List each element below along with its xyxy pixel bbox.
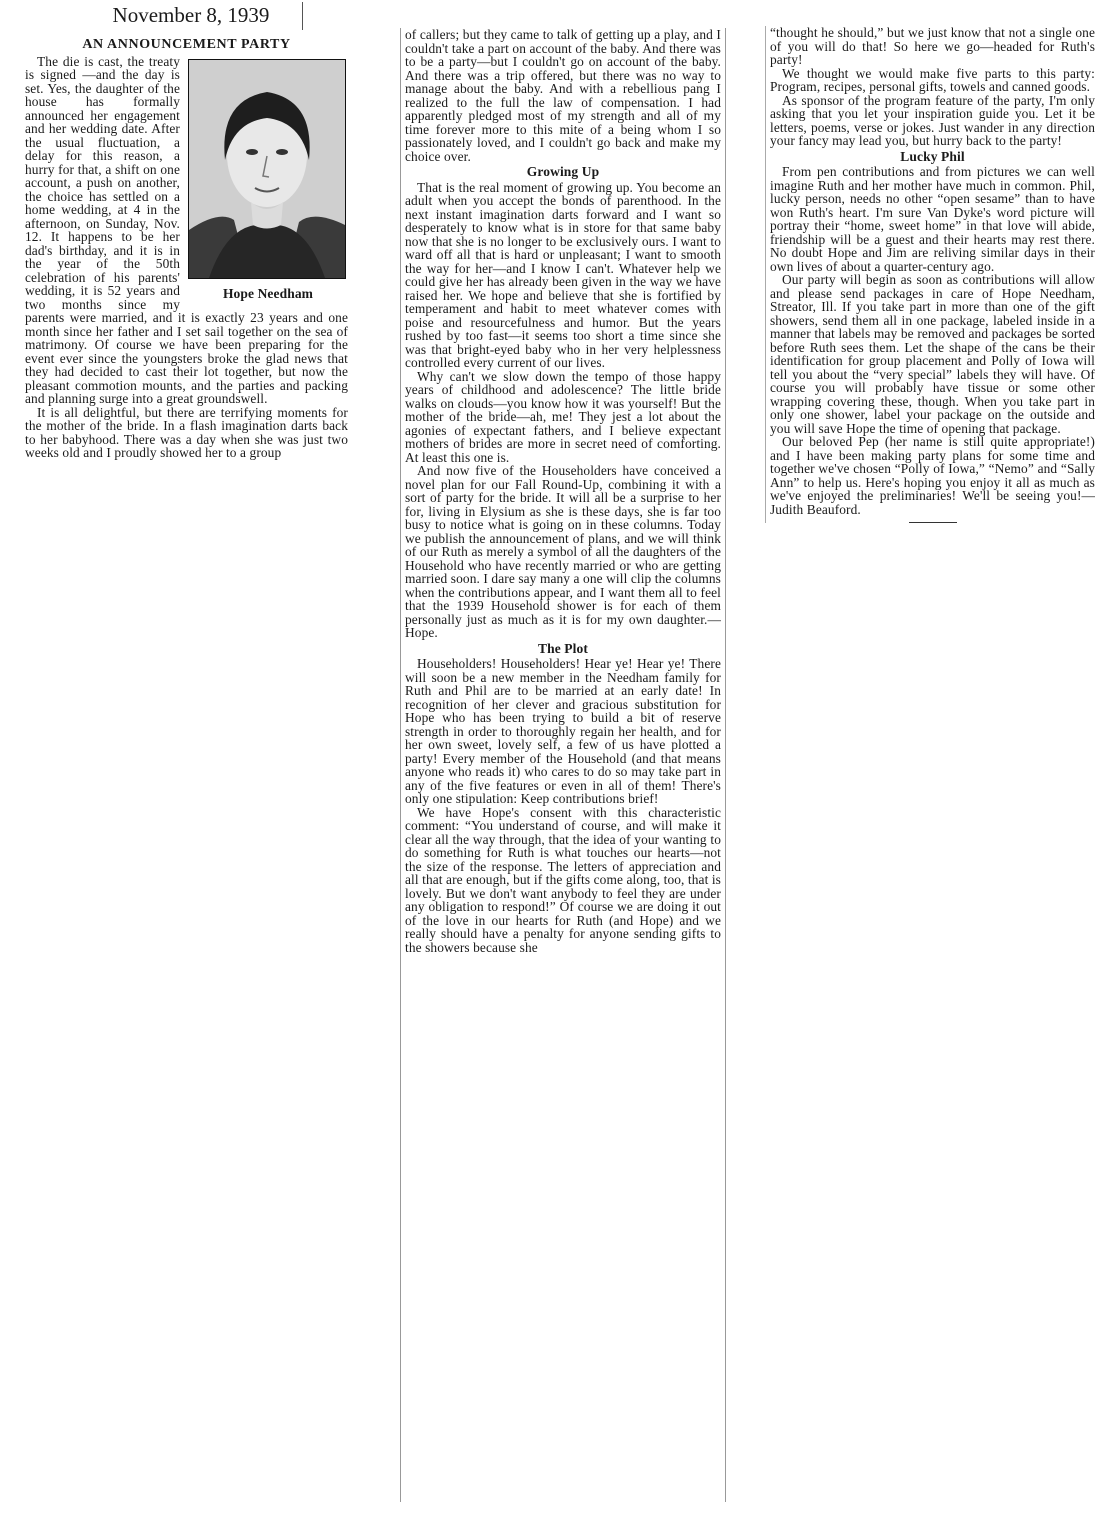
body-paragraph: That is the real moment of growing up. You become an adult when you accept the bonds of parenthood. In the next instant imagination darts forward and I want so desperately to know what is in store for that same baby now that she is no longer to be exclusively ours. I want to ward off all that is hard or unpleasant; I want to smooth the way for her—and I know I can't. Whatever help we could give her has already been given in the way we have raised her. We hope and believe that she is fortified by temperament and habit to meet whatever comes with poise and resourcefulness and humor. But the years rushed by too fast—it seems too short a time since she was that bright-eyed baby who in her very helplessness controlled every current of our lives. xyxy=(405,179,721,370)
body-paragraph: of callers; but they came to talk of getting up a play, and I couldn't take a part on account of the baby. And there was to be a party—but I couldn't go on account of the baby. And there was a trip offered, but there was no way to manage about the baby. And with a rebellious pang I realized to the full the law of compensation. I had apparently pledged most of my strength and all of my time forever more to this mite of a being whom I so passionately loved, and I couldn't go back and make my choice over. xyxy=(405,27,721,164)
subhead-the-plot: The Plot xyxy=(538,640,588,656)
end-rule xyxy=(909,522,957,523)
portrait-photo xyxy=(188,59,348,301)
article-column-1 xyxy=(25,38,348,460)
body-paragraph: From pen contributions and from pictures we can well imagine Ruth and her mother have much in common. Phil, lucky person, needs no other “open sesame” than to have won Ruth's heart. I'm sure Van Dyke's word picture will portray their “home, sweet home” in that love will abide, friendship will be a guest and their hearts may rest there. No doubt Hope and Jim are reliving similar days in their own lives of about a quarter-century ago. xyxy=(770,164,1095,274)
portrait-image xyxy=(188,59,346,279)
article-column-2 xyxy=(400,28,726,1502)
portrait-illustration xyxy=(189,60,345,278)
body-paragraph: It is all delightful, but there are terrifying moments for the mother of the bride. In a flash imagination darts back to her babyhood. There was a day when she was just two weeks old and I proudly showed her to a group xyxy=(25,404,348,460)
dateline: November 8, 1939 xyxy=(80,2,303,30)
photo-caption: Hope Needham xyxy=(222,285,314,301)
body-paragraph: Our party will begin as soon as contributions will allow and please send packages in care of Hope Needham, Streator, Ill. If you take part in more than one of the gift showers, send them all in one package, labeled inside in a manner that labels may be removed and packages be sorted before Ruth sees them. Let the shape of the cans be their identification for group placement and Polly of Iowa will tell you about the “very special” labels they will have. Of course you will probably have tissue or some other wrapping covering these, though. When you take part in only one shower, label your package on the outside and you will save Hope the time of opening that package. xyxy=(770,272,1095,436)
body-paragraph: Our beloved Pep (her name is still quite appropriate!) and I have been making party plans for some time and together we've chosen “Polly of Iowa,” “Nemo” and “Sally Ann” to help us. Here's hoping you enjoy it all as much as we've enjoyed the preliminaries! We'll be seeing you!—Judith Beauford. xyxy=(770,434,1095,517)
article-headline: AN ANNOUNCEMENT PARTY xyxy=(82,37,291,52)
body-paragraph: Householders! Householders! Hear ye! Hear ye! There will soon be a new member in the Needham family for Ruth and Phil are to be married at an early date! In recognition of her clever and gracious substitution for Hope who has been trying to build a bit of reserve strength in order to thoroughly regain her health, and for her own sweet, lovely self, a few of us have plotted a party! Every member of the Household (and that means anyone who reads it) who cares to do so may take part in any of the five features or even in all of them! There's only one stipulation: Keep contributions brief! xyxy=(405,656,721,806)
body-paragraph: The die is cast, the treaty is signed —and the day is set. Yes, the daughter of the house has formally announced her engagement and her wedding date. After the usual fluctuation, a delay for this reason, a hurry for that, a shift on one account, a push on another, the choice has settled on a home wedding, at 4 in the afternoon, on Sunday, Nov. 12. It happens to be her dad's birthday, and it is in the year of the 50th celebration of his parents' wedding, it is 52 years and two months since my parents were married, and it is exactly 23 years and one month since her father and I set sail together on the sea of matrimony. Of course we have been preparing for the event ever since the youngsters broke the glad news that they had decided to cast their lot together, but now the pleasant commotion mounts, and the parties and packing and planning surge into a great groundswell. xyxy=(25,53,348,406)
subhead-growing-up: Growing Up xyxy=(526,164,600,179)
article-column-3 xyxy=(765,26,1095,523)
body-paragraph: Why can't we slow down the tempo of those happy years of childhood and adolescence? The little bride walks on clouds—you know how it was yourself! But the mother of the bride—ah, me! They jest a lot about the agonies of expectant fathers, and I believe expectant mothers of brides are more in secret need of comforting. At least this one is. xyxy=(405,368,721,465)
body-paragraph: And now five of the Householders have conceived a novel plan for our Fall Round-Up, combining it with a sort of party for the bride. It will all be a surprise to her for, living in Elysium as she is these days, she is far too busy to notice what is going on in these columns. Today we publish the announcement of plans, and we will think of our Ruth as merely a symbol of all the daughters of the Household who have recently married or who are getting married soon. I dare say many a one will clip the columns when the contributions appear, and I want them all to feel that the 1939 Household shower is for each of them personally just as much as it is for my own daughter.—Hope. xyxy=(405,463,721,640)
body-paragraph: As sponsor of the program feature of the party, I'm only asking that you let your inspiration guide you. Let it be letters, poems, verse or jokes. Just wander in any direction your fancy may lead you, but hurry back to the party! xyxy=(770,92,1095,148)
body-paragraph: We have Hope's consent with this characteristic comment: “You understand of course, and will make it clear all the way through, that the idea of your wanting to do something for Ruth is what touches our hearts—not the size of the response. The letters of appreciation and all that are enough, but if the gifts come along, too, that is lovely. But we don't want anybody to feel they are under any obligation to respond!” Of course we are doing it out of the love in our hearts for Ruth (and Hope) and we really should have a penalty for anyone sending gifts to the showers because she xyxy=(405,804,721,955)
body-paragraph: We thought we would make five parts to this party: Program, recipes, personal gifts, towels and canned goods. xyxy=(770,65,1095,94)
subhead-lucky-phil: Lucky Phil xyxy=(900,148,965,164)
body-paragraph: “thought he should,” but we just know that not a single one of you will do that! So here we go—headed for Ruth's party! xyxy=(770,25,1095,67)
